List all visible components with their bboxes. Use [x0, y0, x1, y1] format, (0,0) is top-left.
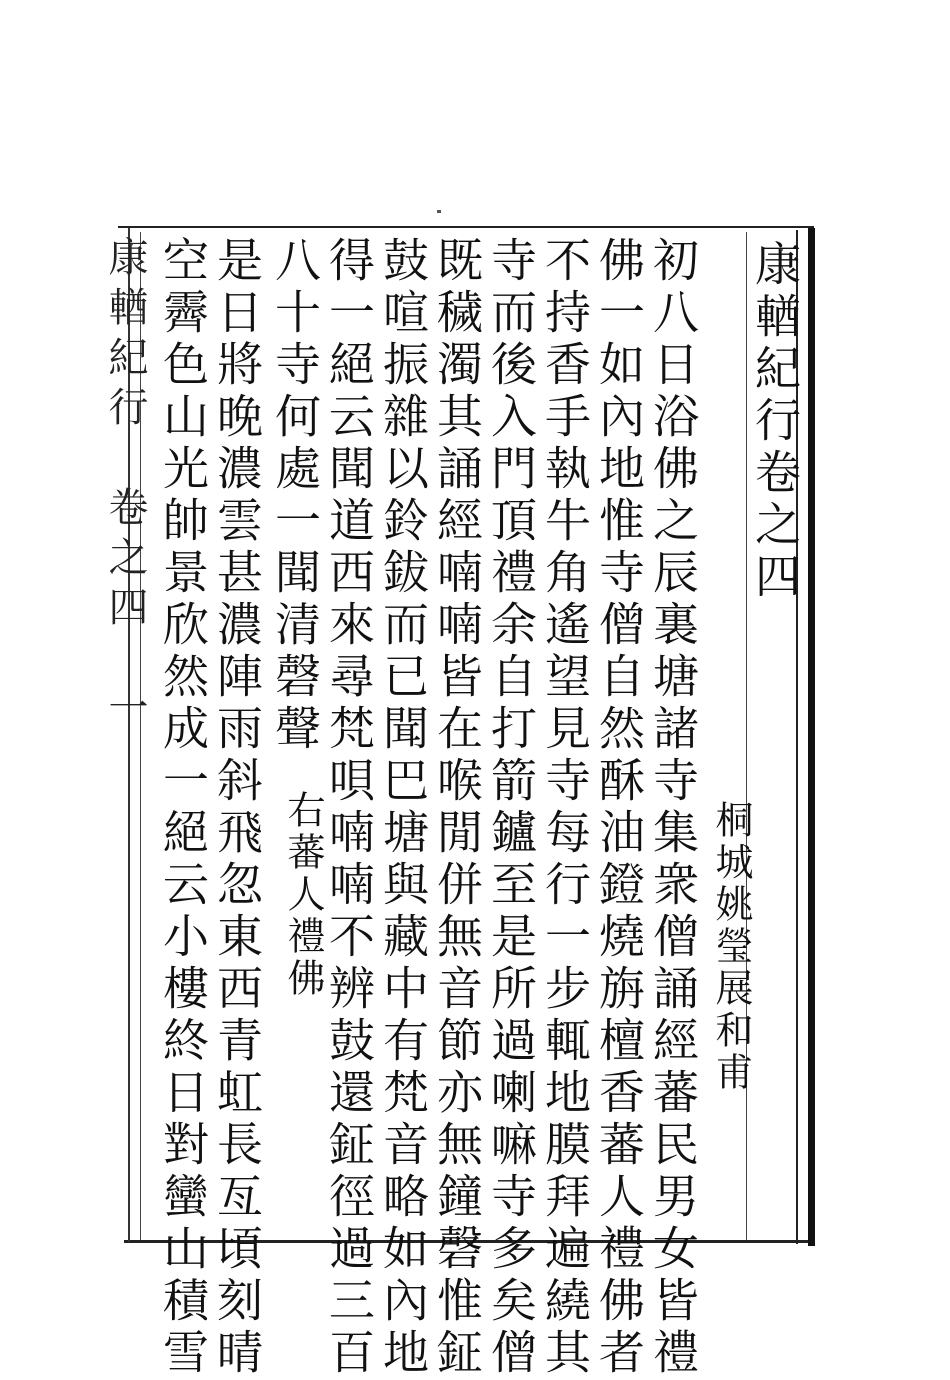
frame-outer-right-line [808, 228, 815, 1246]
text-column-4: 寺而後入門頂禮余自打箭鑪至是所過喇嘛寺多矣僧 [484, 236, 538, 1380]
text-column-10: 空霽色山光帥景欣然成一絕云小樓終日對蠻山積雪 [156, 236, 210, 1380]
spine-text: 康輶紀行 卷之四 一 [102, 236, 148, 736]
text-column-1: 初八日浴佛之辰裏塘諸寺集衆僧誦經蕃民男女皆禮 [646, 236, 700, 1380]
ink-speck [437, 210, 441, 213]
author-line: 桐城姚瑩展和甫 [709, 800, 753, 1094]
text-column-9: 是日將晚濃雲甚濃陣雨斜飛忽東西青虹長亙頃刻晴 [210, 236, 264, 1380]
text-column-6: 鼓喧振雜以鈴鈸而已聞巴塘與藏中有梵音略如內地 [376, 236, 430, 1380]
text-column-5: 既穢濁其誦經喃喃皆在喉閒併無音節亦無鐘磬惟鉦 [430, 236, 484, 1380]
book-title: 康輶紀行卷之四 [748, 240, 802, 604]
text-column-3: 不持香手執牛角遙望見寺每行一步輒地膜拜遍繞其 [538, 236, 592, 1380]
text-column-8: 八十寺何處一聞清磬聲 [268, 236, 322, 756]
poem-note: 右蕃人禮佛 [281, 790, 325, 1000]
text-column-7: 得一絕云聞道西來尋梵唄喃喃不辨鼓還鉦徑過三百 [322, 236, 376, 1380]
frame-top-line [118, 226, 814, 228]
text-column-2: 佛一如內地惟寺僧自然酥油鐙燒旃檀香蕃人禮佛者 [592, 236, 646, 1380]
